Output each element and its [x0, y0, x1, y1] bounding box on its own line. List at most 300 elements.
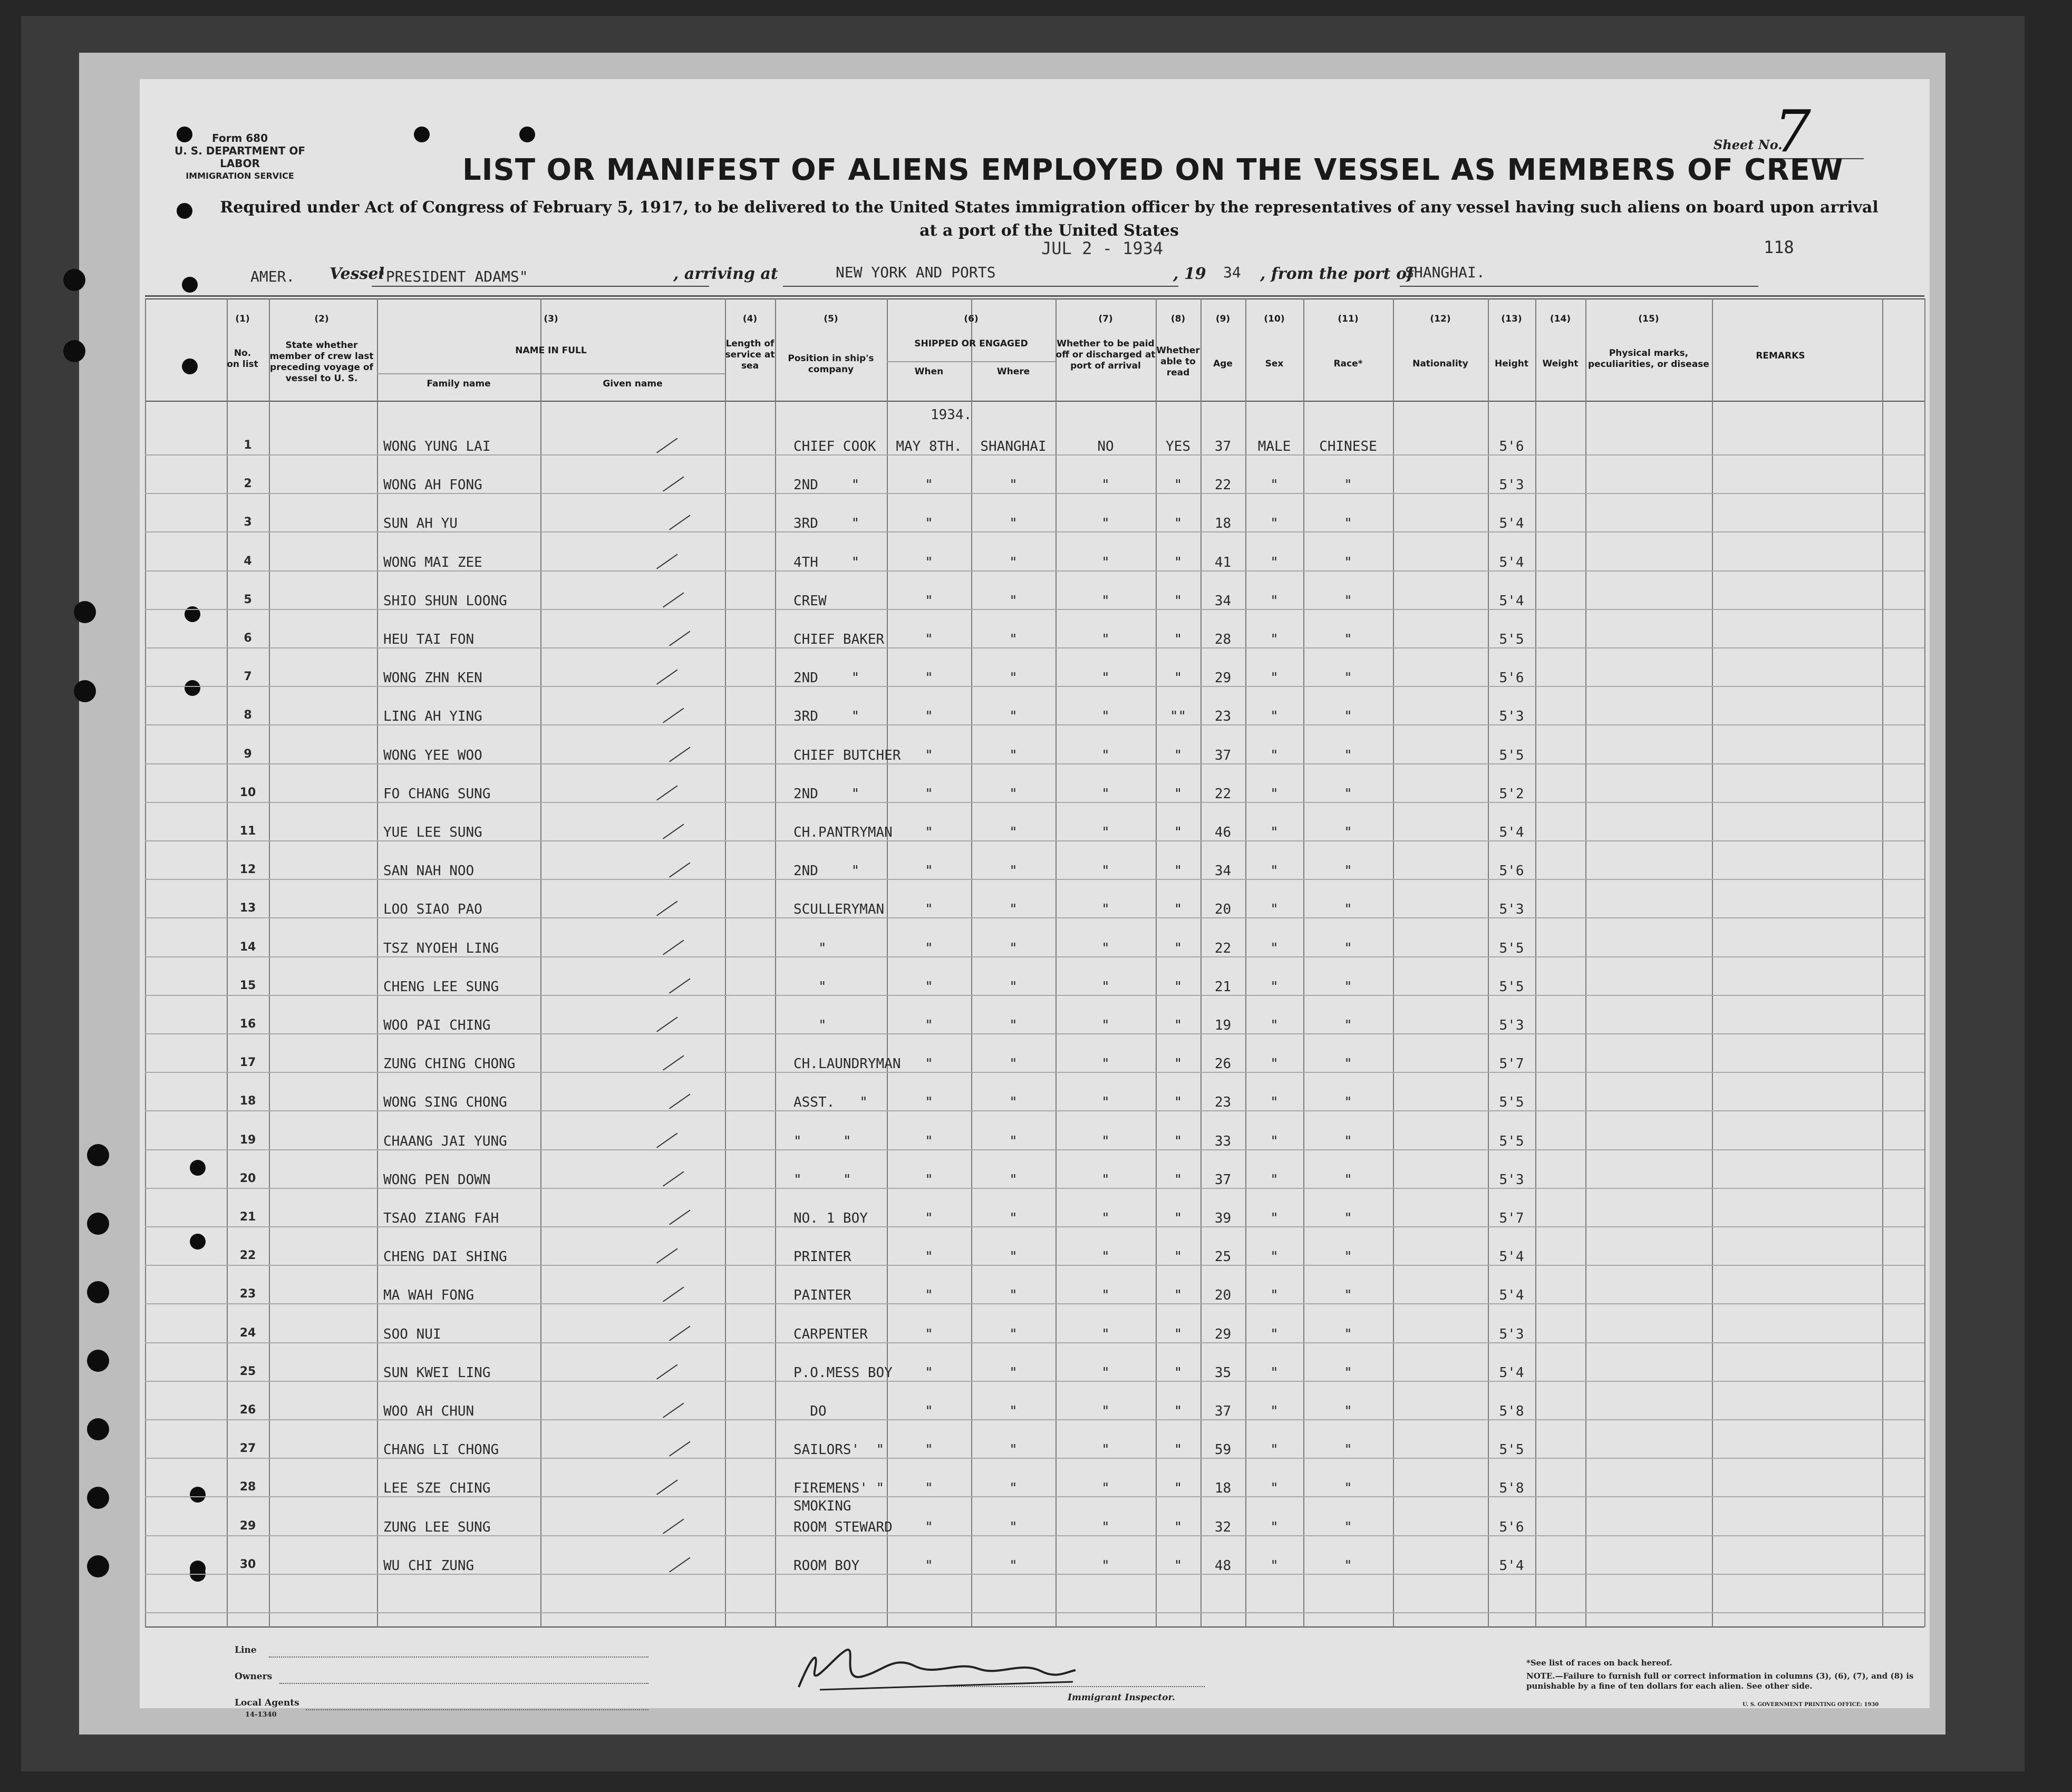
position-cell: "	[793, 979, 827, 995]
height-cell: 5'5	[1499, 979, 1524, 995]
row-number-cell: 6	[244, 632, 252, 645]
row-rule	[145, 1381, 1924, 1382]
sex-cell: "	[1270, 941, 1279, 956]
vessel-flag: AMER.	[250, 268, 295, 285]
check-mark	[663, 1402, 684, 1418]
sheet-label: Sheet No.	[1713, 137, 1783, 152]
height-cell: 5'8	[1499, 1480, 1524, 1496]
paid-off-cell: "	[1101, 1442, 1110, 1458]
position-cell: CHIEF BAKER	[793, 632, 885, 647]
check-mark	[663, 476, 684, 491]
row-rule	[145, 763, 1924, 764]
column-rule	[1585, 298, 1586, 1627]
family-name-cell: ZUNG CHING CHONG	[383, 1056, 516, 1072]
able-to-read-cell: "	[1174, 979, 1183, 995]
shipped-where-cell: "	[1009, 1480, 1018, 1496]
row-number-cell: 23	[239, 1287, 256, 1301]
sex-cell: "	[1270, 477, 1279, 493]
sex-cell: "	[1270, 1442, 1279, 1458]
paid-off-cell: "	[1101, 748, 1110, 763]
column-rule	[775, 298, 776, 1627]
age-cell: 46	[1214, 825, 1232, 840]
paid-off-cell: "	[1101, 593, 1110, 609]
col7-header: Whether to be paid off or discharged at port of arrival	[1056, 338, 1156, 371]
arriving-label: , arriving at	[673, 265, 778, 283]
position-cell: 4TH "	[793, 555, 860, 570]
shipped-where-cell: "	[1009, 1326, 1018, 1342]
able-to-read-cell: "	[1174, 1249, 1183, 1265]
inspector-field	[946, 1686, 1205, 1687]
row-number-cell: 8	[244, 709, 252, 722]
shipped-where-cell: "	[1009, 748, 1018, 763]
row-number-cell: 3	[244, 516, 252, 529]
row-rule	[145, 1110, 1924, 1111]
page-hole	[190, 1234, 206, 1249]
binder-hole	[63, 269, 85, 291]
col15-number: (15)	[1638, 314, 1659, 324]
col3-number: (3)	[544, 314, 558, 324]
col3-header: NAME IN FULL	[515, 345, 587, 356]
shipped-when-cell: "	[925, 1558, 933, 1574]
col11-number: (11)	[1338, 314, 1359, 324]
shipped-when-cell: "	[925, 863, 933, 879]
shipped-where-cell: "	[1009, 1442, 1018, 1458]
paid-off-cell: "	[1101, 632, 1110, 647]
form-number: Form 680	[211, 132, 268, 144]
race-cell: "	[1344, 1056, 1352, 1072]
shipped-when-cell: "	[925, 1403, 933, 1419]
race-cell: "	[1344, 632, 1352, 647]
age-cell: 39	[1214, 1210, 1232, 1226]
race-cell: "	[1344, 477, 1352, 493]
shipped-when-cell: MAY 8TH.	[896, 439, 962, 454]
race-cell: "	[1344, 1210, 1352, 1226]
department-name: U. S. DEPARTMENT OF LABOR	[174, 144, 306, 170]
row-rule	[145, 1303, 1924, 1304]
sex-cell: "	[1270, 1056, 1279, 1072]
height-cell: 5'4	[1499, 555, 1524, 570]
shipped-where-cell: SHANGHAI	[980, 439, 1047, 454]
penalty-note: NOTE.—Failure to furnish full or correct information in columns (3), (6), (7), and (8) is punishable by a fine of ten dollars for each alien. See other side.	[1526, 1671, 1914, 1691]
race-cell: "	[1344, 1403, 1352, 1419]
sex-cell: "	[1270, 902, 1279, 917]
shipped-when-cell: "	[925, 670, 933, 686]
page-hole	[185, 680, 200, 696]
height-cell: 5'3	[1499, 477, 1524, 493]
row-rule	[145, 1342, 1924, 1343]
family-name-cell: HEU TAI FON	[383, 632, 475, 647]
column-rule	[145, 298, 146, 1627]
inspector-signature	[788, 1640, 1083, 1698]
paid-off-cell: "	[1101, 555, 1110, 570]
paid-off-cell: "	[1101, 1210, 1110, 1226]
col6-where: Where	[996, 366, 1030, 377]
col14-header: Weight	[1542, 359, 1579, 369]
height-cell: 5'7	[1499, 1056, 1524, 1072]
age-cell: 25	[1214, 1249, 1232, 1265]
col6-number: (6)	[964, 314, 979, 324]
able-to-read-cell: "	[1174, 593, 1183, 609]
position-cell: SAILORS' "	[793, 1442, 885, 1458]
page-hole	[182, 359, 198, 374]
height-cell: 5'4	[1499, 1365, 1524, 1381]
column-rule	[1156, 298, 1157, 1627]
page-hole	[519, 127, 535, 142]
position-cell: 2ND "	[793, 670, 860, 686]
paid-off-cell: "	[1101, 1056, 1110, 1072]
shipped-where-cell: "	[1009, 1094, 1018, 1110]
check-mark	[663, 1055, 684, 1070]
col8-header: Whether able to read	[1156, 345, 1200, 378]
family-name-cell: SAN NAH NOO	[383, 863, 475, 879]
line-label: Line	[235, 1645, 257, 1655]
height-cell: 5'4	[1499, 1249, 1524, 1265]
shipped-when-cell: "	[925, 1326, 933, 1342]
position-cell: FIREMENS' "	[793, 1480, 885, 1496]
family-name-cell: WONG YEE WOO	[383, 748, 482, 763]
col8-number: (8)	[1170, 314, 1186, 324]
shipped-where-cell: "	[1009, 1018, 1018, 1033]
check-mark	[663, 939, 684, 955]
row-number-cell: 10	[239, 786, 256, 799]
age-cell: 33	[1214, 1134, 1232, 1149]
check-mark	[669, 515, 690, 530]
row-rule	[145, 1072, 1924, 1073]
able-to-read-cell: "	[1174, 1094, 1183, 1110]
family-name-cell: CHANG LI CHONG	[383, 1442, 499, 1458]
agents-field	[306, 1709, 648, 1710]
shipped-where-cell: "	[1009, 1519, 1018, 1535]
height-cell: 5'5	[1499, 1094, 1524, 1110]
check-mark	[663, 824, 684, 839]
able-to-read-cell: "	[1174, 670, 1183, 686]
column-rule	[725, 298, 726, 1627]
height-cell: 5'6	[1499, 1519, 1524, 1535]
race-cell: "	[1344, 1094, 1352, 1110]
check-mark	[663, 1286, 684, 1302]
sex-cell: "	[1270, 1172, 1279, 1188]
inspector-label: Immigrant Inspector.	[1068, 1692, 1175, 1703]
able-to-read-cell: "	[1174, 863, 1183, 879]
sex-cell: "	[1270, 1558, 1279, 1574]
check-mark	[663, 592, 684, 607]
paid-off-cell: "	[1101, 1172, 1110, 1188]
vessel-label: Vessel	[330, 265, 384, 283]
row-rule	[145, 1265, 1924, 1266]
row-rule	[145, 531, 1924, 532]
height-cell: 5'2	[1499, 786, 1524, 802]
able-to-read-cell: "	[1174, 825, 1183, 840]
able-to-read-cell: "	[1174, 786, 1183, 802]
sex-cell: "	[1270, 786, 1279, 802]
binder-hole	[87, 1144, 109, 1166]
shipped-when-cell: "	[925, 1287, 933, 1303]
paid-off-cell: "	[1101, 786, 1110, 802]
position-cell: " "	[793, 1172, 851, 1188]
position-cell: SCULLERYMAN	[793, 902, 885, 917]
row-number-cell: 4	[244, 555, 252, 568]
position-cell: 2ND "	[793, 786, 860, 802]
row-rule	[145, 917, 1924, 918]
family-name-cell: TSAO ZIANG FAH	[383, 1210, 499, 1226]
row-number-cell: 20	[239, 1172, 256, 1185]
row-number-cell: 16	[239, 1018, 256, 1031]
shipped-where-cell: "	[1009, 1558, 1018, 1574]
sex-cell: "	[1270, 670, 1279, 686]
col1-header: No. on list	[227, 348, 258, 370]
column-rule	[227, 298, 228, 1627]
paid-off-cell: "	[1101, 516, 1110, 531]
shipped-where-cell: "	[1009, 555, 1018, 570]
race-cell: "	[1344, 941, 1352, 956]
position-cell: NO. 1 BOY	[793, 1210, 868, 1226]
sex-cell: "	[1270, 1210, 1279, 1226]
check-mark	[656, 900, 677, 916]
sex-cell: "	[1270, 979, 1279, 995]
arrival-underline	[783, 286, 1178, 287]
printer-note: U. S. GOVERNMENT PRINTING OFFICE: 1930	[1742, 1702, 1879, 1708]
shipped-when-cell: "	[925, 1018, 933, 1033]
able-to-read-cell: "	[1174, 1519, 1183, 1535]
check-mark	[656, 554, 677, 569]
able-to-read-cell: "	[1174, 555, 1183, 570]
position-cell: 3RD "	[793, 709, 860, 724]
able-to-read-cell: "	[1174, 902, 1183, 917]
form-title: LIST OR MANIFEST OF ALIENS EMPLOYED ON THE VESSEL AS MEMBERS OF CREW	[462, 153, 1844, 187]
row-rule	[145, 1419, 1924, 1420]
row-rule	[145, 1458, 1924, 1459]
check-mark	[669, 747, 690, 762]
check-mark	[656, 669, 677, 684]
family-name-cell: LOO SIAO PAO	[383, 902, 482, 917]
family-name-cell: SHIO SHUN LOONG	[383, 593, 507, 609]
height-cell: 5'7	[1499, 1210, 1524, 1226]
paid-off-cell: "	[1101, 979, 1110, 995]
able-to-read-cell: "	[1174, 1210, 1183, 1226]
age-cell: 34	[1214, 593, 1232, 609]
shipped-when-cell: "	[925, 1134, 933, 1149]
height-cell: 5'4	[1499, 1558, 1524, 1574]
position-cell: "	[793, 941, 827, 956]
vessel-name: "PRESIDENT ADAMS"	[377, 268, 528, 285]
column-rule	[1924, 298, 1925, 1627]
shipped-when-cell: "	[925, 1056, 933, 1072]
race-cell: "	[1344, 1519, 1352, 1535]
height-cell: 5'4	[1499, 825, 1524, 840]
check-mark	[656, 1364, 677, 1379]
paid-off-cell: "	[1101, 1094, 1110, 1110]
column-rule	[1393, 298, 1394, 1627]
row-number-cell: 12	[239, 863, 256, 876]
height-cell: 5'5	[1499, 1442, 1524, 1458]
sex-cell: "	[1270, 748, 1279, 763]
check-mark	[669, 631, 690, 646]
position-cell: CHIEF COOK	[793, 439, 876, 454]
height-cell: 5'3	[1499, 1018, 1524, 1033]
shipped-when-cell: "	[925, 941, 933, 956]
shipped-where-cell: "	[1009, 1287, 1018, 1303]
height-cell: 5'8	[1499, 1403, 1524, 1419]
column-rule	[1303, 298, 1304, 1627]
height-cell: 5'5	[1499, 748, 1524, 763]
family-name-cell: WOO PAI CHING	[383, 1018, 491, 1033]
able-to-read-cell: "	[1174, 477, 1183, 493]
year-prefix: , 19	[1173, 265, 1206, 283]
race-cell: "	[1344, 1134, 1352, 1149]
row-number-cell: 18	[239, 1094, 256, 1108]
paid-off-cell: "	[1101, 1287, 1110, 1303]
page-hole	[177, 203, 192, 219]
age-cell: 48	[1214, 1558, 1232, 1574]
family-name-cell: FO CHANG SUNG	[383, 786, 491, 802]
check-mark	[656, 1132, 677, 1148]
check-mark	[656, 1248, 677, 1263]
age-cell: 18	[1214, 1480, 1232, 1496]
column-rule	[1712, 298, 1713, 1627]
row-rule	[145, 879, 1924, 880]
height-cell: 5'4	[1499, 516, 1524, 531]
race-cell: "	[1344, 709, 1352, 724]
row-number-cell: 2	[244, 477, 252, 490]
shipped-where-cell: "	[1009, 902, 1018, 917]
family-name-cell: WONG ZHN KEN	[383, 670, 482, 686]
position-cell: CREW	[793, 593, 827, 609]
age-cell: 32	[1214, 1519, 1232, 1535]
shipped-when-cell: "	[925, 516, 933, 531]
row-number-cell: 22	[239, 1249, 256, 1262]
page-number: 118	[1764, 237, 1794, 257]
shipped-when-cell: "	[925, 632, 933, 647]
family-name-cell: CHENG DAI SHING	[383, 1249, 507, 1265]
sex-cell: MALE	[1257, 439, 1291, 454]
able-to-read-cell: "	[1174, 941, 1183, 956]
age-cell: 18	[1214, 516, 1232, 531]
shipped-when-cell: "	[925, 1480, 933, 1496]
row-number-cell: 19	[239, 1134, 256, 1147]
race-cell: "	[1344, 516, 1352, 531]
binder-hole	[87, 1418, 109, 1440]
binder-hole	[87, 1555, 109, 1577]
paid-off-cell: NO	[1097, 439, 1114, 454]
position-cell: " "	[793, 1134, 851, 1149]
agents-label: Local Agents	[235, 1698, 299, 1708]
race-cell: "	[1344, 1287, 1352, 1303]
column-rule	[1488, 298, 1489, 1627]
col9-number: (9)	[1215, 314, 1231, 324]
race-cell: "	[1344, 1326, 1352, 1342]
shipped-when-cell: "	[925, 786, 933, 802]
age-cell: 29	[1214, 670, 1232, 686]
col16-header: REMARKS	[1756, 351, 1805, 361]
shipped-when-cell: "	[925, 825, 933, 840]
column-rule	[269, 298, 270, 1627]
from-port-label: , from the port of	[1260, 265, 1414, 283]
line-field	[269, 1657, 648, 1658]
able-to-read-cell: "	[1174, 632, 1183, 647]
sex-cell: "	[1270, 632, 1279, 647]
paid-off-cell: "	[1101, 1480, 1110, 1496]
row-rule	[145, 1496, 1924, 1497]
vessel-underline	[372, 286, 709, 287]
subheader-rule	[377, 373, 725, 374]
able-to-read-cell: "	[1174, 1172, 1183, 1188]
page-hole	[414, 127, 430, 142]
row-number-cell: 26	[239, 1403, 256, 1417]
sex-cell: "	[1270, 709, 1279, 724]
height-cell: 5'3	[1499, 709, 1524, 724]
age-cell: 20	[1214, 902, 1232, 917]
col15-header: Physical marks, peculiarities, or disease	[1588, 348, 1709, 370]
shipped-when-cell: "	[925, 1442, 933, 1458]
race-cell: "	[1344, 1172, 1352, 1188]
col3-family: Family name	[427, 379, 491, 389]
col10-number: (10)	[1264, 314, 1285, 324]
sex-cell: "	[1270, 1249, 1279, 1265]
row-rule	[145, 724, 1924, 725]
binder-hole	[74, 680, 96, 702]
col12-number: (12)	[1430, 314, 1451, 324]
shipped-when-cell: "	[925, 1519, 933, 1535]
check-mark	[663, 1518, 684, 1534]
col10-header: Sex	[1265, 359, 1284, 369]
shipped-where-cell: "	[1009, 863, 1018, 879]
family-name-cell: WONG PEN DOWN	[383, 1172, 491, 1188]
race-cell: "	[1344, 979, 1352, 995]
row-rule	[145, 1188, 1924, 1189]
row-rule	[145, 686, 1924, 687]
row-rule	[145, 647, 1924, 648]
race-cell: "	[1344, 1018, 1352, 1033]
page-hole	[182, 277, 198, 293]
binder-hole	[63, 340, 85, 362]
row-number-cell: 7	[244, 670, 252, 683]
departure-port: SHANGHAI.	[1405, 264, 1485, 281]
col13-header: Height	[1495, 359, 1528, 369]
position-cell: CH.PANTRYMAN	[793, 825, 893, 840]
shipped-where-cell: "	[1009, 1172, 1018, 1188]
age-cell: 20	[1214, 1287, 1232, 1303]
paid-off-cell: "	[1101, 670, 1110, 686]
paid-off-cell: "	[1101, 1326, 1110, 1342]
row-number-cell: 24	[239, 1326, 256, 1340]
position-cell: CHIEF BUTCHER	[793, 748, 901, 763]
shipped-where-cell: "	[1009, 825, 1018, 840]
row-number-cell: 13	[239, 902, 256, 915]
col6-header: SHIPPED OR ENGAGED	[914, 338, 1028, 349]
check-mark	[656, 1016, 677, 1032]
row-number-cell: 11	[239, 825, 256, 838]
subheader-rule	[887, 361, 1056, 362]
able-to-read-cell: "	[1174, 1365, 1183, 1381]
paid-off-cell: "	[1101, 941, 1110, 956]
header-bottom-rule	[145, 401, 1924, 402]
family-name-cell: YUE LEE SUNG	[383, 825, 482, 840]
col9-header: Age	[1213, 359, 1233, 369]
able-to-read-cell: "	[1174, 516, 1183, 531]
race-cell: "	[1344, 786, 1352, 802]
check-mark	[663, 708, 684, 723]
row-rule	[145, 1033, 1924, 1034]
position-cell-top: SMOKING	[793, 1498, 851, 1514]
family-name-cell: SUN KWEI LING	[383, 1365, 491, 1381]
race-cell: "	[1344, 863, 1352, 879]
able-to-read-cell: "	[1174, 748, 1183, 763]
shipped-where-cell: "	[1009, 1403, 1018, 1419]
age-cell: 37	[1214, 1403, 1232, 1419]
column-rule	[1882, 298, 1883, 1627]
row-number-cell: 21	[239, 1210, 256, 1224]
check-mark	[669, 1093, 690, 1109]
